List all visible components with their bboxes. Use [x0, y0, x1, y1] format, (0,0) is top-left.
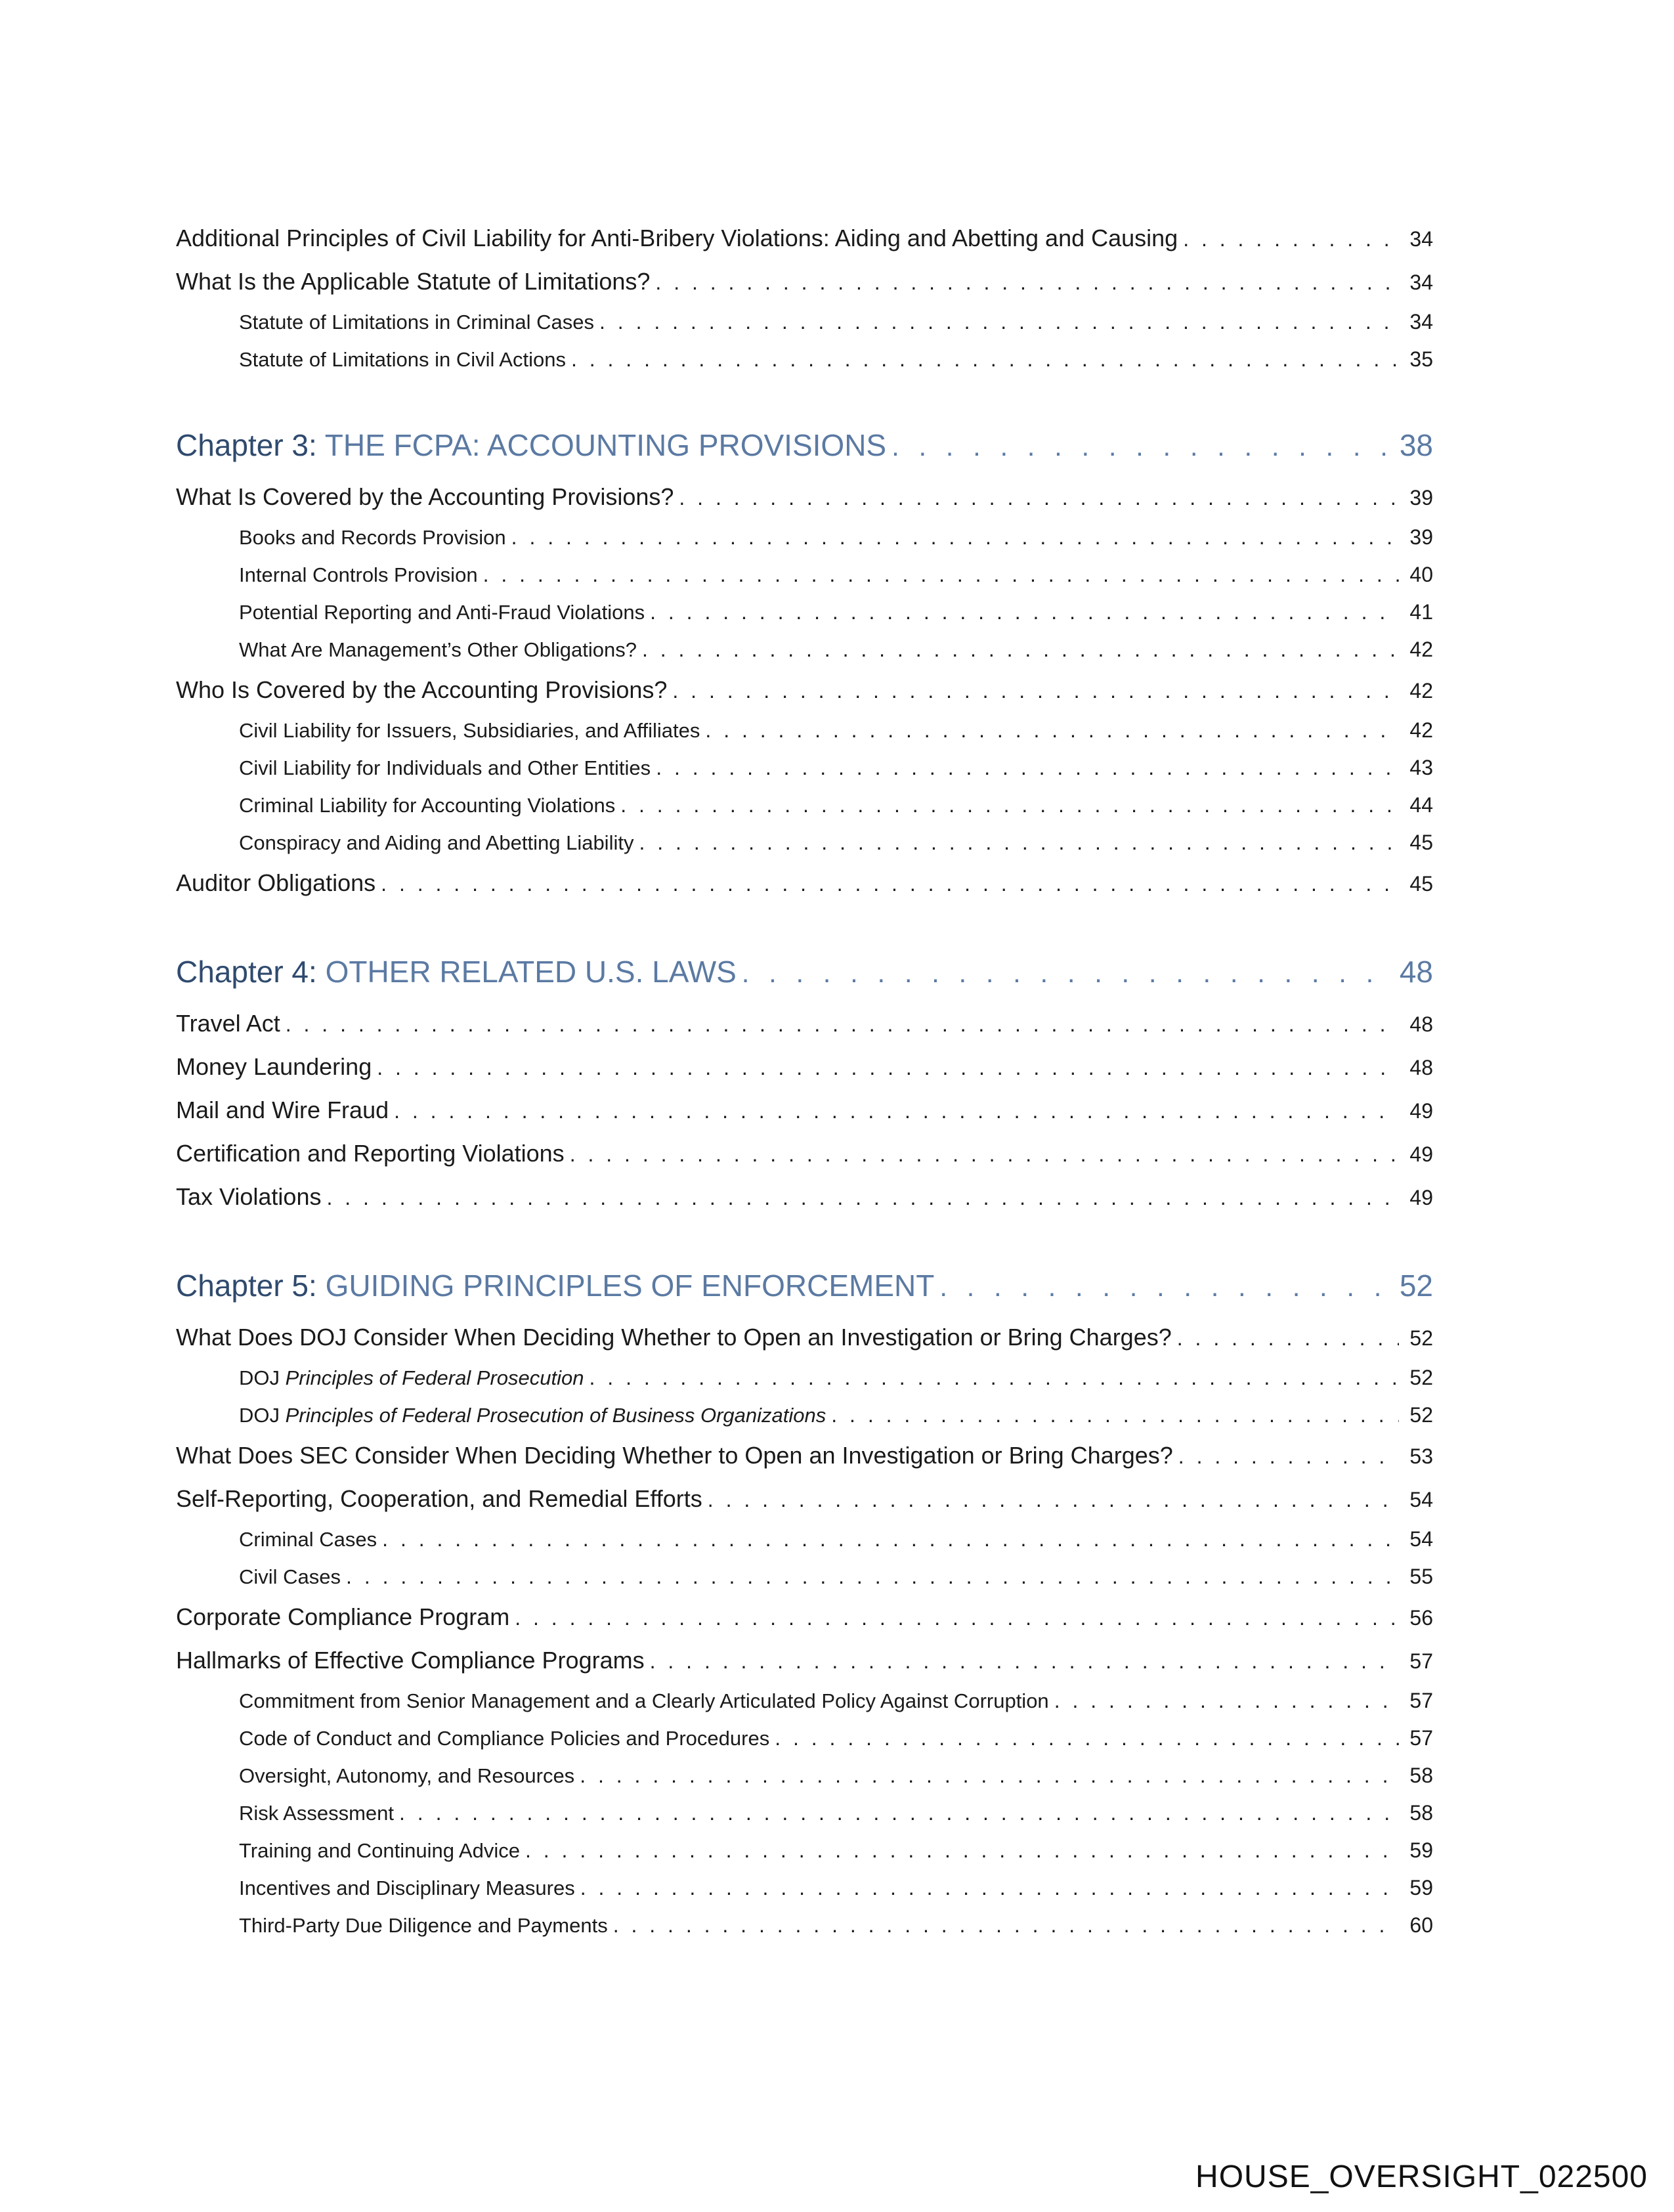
- leader-dots: [399, 1794, 1399, 1832]
- toc-entry[interactable]: [176, 1434, 1433, 1477]
- toc-entry[interactable]: [176, 1089, 1433, 1132]
- toc-entry-page: 48: [1409, 1012, 1433, 1036]
- toc-entry-page: 52: [1409, 1403, 1433, 1427]
- leader-dots: [599, 303, 1399, 341]
- toc-entry-title: [239, 1359, 584, 1397]
- toc-entry-title: Criminal Cases: [239, 1528, 377, 1551]
- leader-dots: [672, 669, 1399, 712]
- chapter-4-entries: [176, 1002, 1433, 1219]
- leader-dots: [580, 1869, 1399, 1907]
- chapter-page: 48: [1399, 955, 1433, 989]
- toc-entry-title: Commitment from Senior Management and a Clearly Articulated Policy Against Corruption: [239, 1689, 1049, 1712]
- leader-dots: [1054, 1682, 1399, 1720]
- toc-entry[interactable]: [176, 1595, 1433, 1639]
- toc-subentry[interactable]: [176, 1359, 1433, 1397]
- toc-entry-title: Civil Liability for Issuers, Subsidiaries, and Affiliates: [239, 719, 700, 742]
- toc-entry-prefix: DOJ: [239, 1404, 286, 1427]
- toc-entry-title: Books and Records Provision: [239, 526, 506, 549]
- leader-dots: [613, 1907, 1399, 1944]
- toc-subentry[interactable]: [176, 519, 1433, 556]
- toc-entry-page: 34: [1409, 310, 1433, 334]
- toc-entry[interactable]: [176, 1132, 1433, 1175]
- leader-dots: [742, 943, 1394, 1003]
- toc-entry[interactable]: [176, 1477, 1433, 1521]
- leader-dots: [382, 1521, 1399, 1558]
- bates-stamp: HOUSE_OVERSIGHT_022500: [1195, 2159, 1648, 2194]
- toc-subentry[interactable]: [176, 1558, 1433, 1595]
- toc-entry[interactable]: [176, 1316, 1433, 1359]
- toc-entry-page: 39: [1409, 486, 1433, 510]
- toc-entry-title: What Is Covered by the Accounting Provisions?: [176, 483, 674, 510]
- chapter-5-entries: [176, 1316, 1433, 1944]
- toc-subentry[interactable]: [176, 1907, 1433, 1944]
- toc-entry-title: Civil Liability for Individuals and Other Entities: [239, 756, 651, 779]
- toc-entry-title: What Does DOJ Consider When Deciding Whether to Open an Investigation or Bring Charges?: [176, 1324, 1172, 1351]
- toc-subentry[interactable]: [176, 341, 1433, 378]
- leader-dots: [775, 1720, 1399, 1757]
- toc-entry-page: 45: [1409, 831, 1433, 854]
- toc-entry-page: 58: [1409, 1801, 1433, 1825]
- leader-dots: [326, 1176, 1399, 1219]
- chapter-title: OTHER RELATED U.S. LAWS: [325, 955, 737, 989]
- chapter-label: Chapter 3:: [176, 428, 317, 462]
- chapter-title: GUIDING PRINCIPLES OF ENFORCEMENT: [325, 1269, 935, 1303]
- toc-entry-page: 34: [1409, 227, 1433, 251]
- toc-entry-title: [239, 1397, 826, 1434]
- toc-subentry[interactable]: [176, 824, 1433, 861]
- toc-entry-title: Incentives and Disciplinary Measures: [239, 1876, 575, 1899]
- toc-entry-title: Third-Party Due Diligence and Payments: [239, 1914, 608, 1937]
- leader-dots: [705, 712, 1399, 749]
- toc-entry-page: 41: [1409, 600, 1433, 624]
- toc-entry-page: 59: [1409, 1838, 1433, 1862]
- toc-entry[interactable]: [176, 1045, 1433, 1089]
- toc-entry-page: 58: [1409, 1764, 1433, 1787]
- leader-dots: [580, 1757, 1399, 1794]
- toc-entry-page: 54: [1409, 1488, 1433, 1511]
- table-of-contents: [176, 217, 1433, 1944]
- toc-entry-italic-title: Principles of Federal Prosecution: [285, 1366, 584, 1389]
- leader-dots: [939, 1257, 1394, 1317]
- toc-entry-title: Corporate Compliance Program: [176, 1603, 510, 1630]
- toc-entry-title: Mail and Wire Fraud: [176, 1096, 389, 1123]
- toc-entry-title: Oversight, Autonomy, and Resources: [239, 1764, 575, 1787]
- leader-dots: [639, 824, 1399, 861]
- toc-entry-title: Travel Act: [176, 1010, 280, 1037]
- toc-subentry[interactable]: [176, 1832, 1433, 1869]
- chapter-page: 52: [1399, 1269, 1433, 1303]
- toc-entry[interactable]: [176, 861, 1433, 905]
- leader-dots: [679, 476, 1399, 519]
- toc-entry-page: 49: [1409, 1186, 1433, 1209]
- leader-dots: [708, 1478, 1399, 1521]
- toc-entry-title: Civil Cases: [239, 1565, 341, 1588]
- toc-entry-title: Conspiracy and Aiding and Abetting Liability: [239, 831, 634, 854]
- leader-dots: [650, 594, 1399, 631]
- chapter-3-entries: [176, 475, 1433, 905]
- leader-dots: [483, 556, 1399, 594]
- chapter-title: THE FCPA: ACCOUNTING PROVISIONS: [324, 428, 887, 462]
- toc-entry-title: Certification and Reporting Violations: [176, 1140, 565, 1167]
- toc-entry-title: Code of Conduct and Compliance Policies and Procedures: [239, 1727, 770, 1750]
- toc-subentry[interactable]: [176, 1720, 1433, 1757]
- toc-subentry[interactable]: [176, 1397, 1433, 1434]
- chapter-3-heading[interactable]: [176, 415, 1433, 475]
- toc-entry[interactable]: [176, 1002, 1433, 1045]
- toc-entry-page: 54: [1409, 1527, 1433, 1551]
- toc-subentry[interactable]: [176, 1757, 1433, 1794]
- toc-entry-page: 39: [1409, 525, 1433, 549]
- leader-dots: [511, 519, 1399, 556]
- toc-entry-page: 45: [1409, 872, 1433, 896]
- toc-subentry[interactable]: [176, 1682, 1433, 1720]
- toc-entry-page: 52: [1409, 1326, 1433, 1350]
- toc-entry-title: Tax Violations: [176, 1183, 322, 1210]
- toc-entry-page: 56: [1409, 1606, 1433, 1630]
- toc-entry-title: Additional Principles of Civil Liability for Anti-Bribery Violations: Aiding and Abetting and Causing: [176, 225, 1178, 251]
- toc-subentry[interactable]: [176, 1794, 1433, 1832]
- toc-entry-title: Statute of Limitations in Criminal Cases: [239, 311, 595, 334]
- toc-entry[interactable]: [176, 668, 1433, 712]
- toc-entry-page: 49: [1409, 1099, 1433, 1123]
- toc-subentry[interactable]: [176, 631, 1433, 668]
- chapter-5-heading[interactable]: [176, 1255, 1433, 1316]
- chapter-label: Chapter 5:: [176, 1269, 317, 1303]
- chapter-page: 38: [1399, 428, 1433, 462]
- leader-dots: [1177, 1316, 1399, 1360]
- toc-entry-page: 42: [1409, 718, 1433, 742]
- toc-subentry[interactable]: [176, 303, 1433, 341]
- leader-dots: [642, 631, 1399, 668]
- toc-entry-title: Training and Continuing Advice: [239, 1839, 520, 1862]
- toc-entry-page: 48: [1409, 1056, 1433, 1079]
- toc-entry-page: 57: [1409, 1726, 1433, 1750]
- toc-entry[interactable]: [176, 1639, 1433, 1682]
- toc-entry-page: 42: [1409, 679, 1433, 703]
- toc-entry-title: What Is the Applicable Statute of Limitations?: [176, 268, 651, 295]
- toc-subentry[interactable]: [176, 1521, 1433, 1558]
- leader-dots: [377, 1046, 1399, 1089]
- chapter-4-heading[interactable]: [176, 942, 1433, 1002]
- leader-dots: [655, 261, 1399, 304]
- leader-dots: [650, 1639, 1399, 1683]
- toc-entry-page: 55: [1409, 1565, 1433, 1588]
- toc-entry-title: Statute of Limitations in Civil Actions: [239, 348, 566, 371]
- toc-entry-page: 57: [1409, 1689, 1433, 1712]
- leader-dots: [525, 1832, 1399, 1869]
- toc-entry-title: Hallmarks of Effective Compliance Programs: [176, 1647, 645, 1674]
- toc-entry-page: 53: [1409, 1444, 1433, 1468]
- toc-entry-page: 35: [1409, 347, 1433, 371]
- leader-dots: [381, 862, 1399, 905]
- toc-entry-prefix: DOJ: [239, 1366, 286, 1389]
- leader-dots: [831, 1397, 1399, 1434]
- toc-entry-page: 43: [1409, 756, 1433, 779]
- toc-entry-page: 44: [1409, 793, 1433, 817]
- toc-entry[interactable]: [176, 1175, 1433, 1219]
- leader-dots: [570, 1133, 1399, 1176]
- toc-entry-page: 60: [1409, 1913, 1433, 1937]
- toc-entry-page: 59: [1409, 1876, 1433, 1899]
- toc-subentry[interactable]: [176, 594, 1433, 631]
- toc-entry-title: What Are Management’s Other Obligations?: [239, 638, 637, 661]
- leader-dots: [571, 341, 1399, 378]
- toc-entry[interactable]: [176, 260, 1433, 303]
- toc-entry-title: Auditor Obligations: [176, 869, 376, 896]
- toc-subentry[interactable]: [176, 787, 1433, 824]
- toc-entry-title: Criminal Liability for Accounting Violations: [239, 794, 616, 817]
- leader-dots: [1178, 1435, 1399, 1478]
- leader-dots: [656, 749, 1399, 787]
- toc-subentry[interactable]: [176, 556, 1433, 594]
- toc-subentry[interactable]: [176, 712, 1433, 749]
- leader-dots: [286, 1003, 1399, 1046]
- leader-dots: [515, 1596, 1399, 1639]
- toc-entry-page: 57: [1409, 1649, 1433, 1673]
- toc-entry[interactable]: [176, 217, 1433, 260]
- leader-dots: [1183, 217, 1399, 261]
- leader-dots: [590, 1359, 1399, 1397]
- leader-dots: [346, 1558, 1399, 1595]
- toc-entry-title: Internal Controls Provision: [239, 563, 478, 586]
- leader-dots: [891, 416, 1394, 477]
- toc-subentry[interactable]: [176, 1869, 1433, 1907]
- toc-entry-page: 40: [1409, 563, 1433, 586]
- toc-entry[interactable]: [176, 475, 1433, 519]
- toc-entry-page: 49: [1409, 1142, 1433, 1166]
- toc-entry-title: Who Is Covered by the Accounting Provisions?: [176, 676, 668, 703]
- toc-entry-title: What Does SEC Consider When Deciding Whether to Open an Investigation or Bring Charges?: [176, 1442, 1173, 1469]
- leader-dots: [394, 1089, 1399, 1133]
- toc-entry-page: 52: [1409, 1366, 1433, 1389]
- toc-entry-title: Risk Assessment: [239, 1802, 395, 1825]
- leader-dots: [620, 787, 1399, 824]
- toc-subentry[interactable]: [176, 749, 1433, 787]
- toc-entry-italic-title: Principles of Federal Prosecution of Business Organizations: [285, 1404, 826, 1427]
- toc-entry-page: 42: [1409, 638, 1433, 661]
- toc-entry-title: Money Laundering: [176, 1053, 372, 1080]
- chapter-label: Chapter 4:: [176, 955, 317, 989]
- toc-entry-title: Self-Reporting, Cooperation, and Remedial Efforts: [176, 1485, 702, 1512]
- toc-entry-title: Potential Reporting and Anti-Fraud Violations: [239, 601, 645, 624]
- toc-entry-page: 34: [1409, 271, 1433, 294]
